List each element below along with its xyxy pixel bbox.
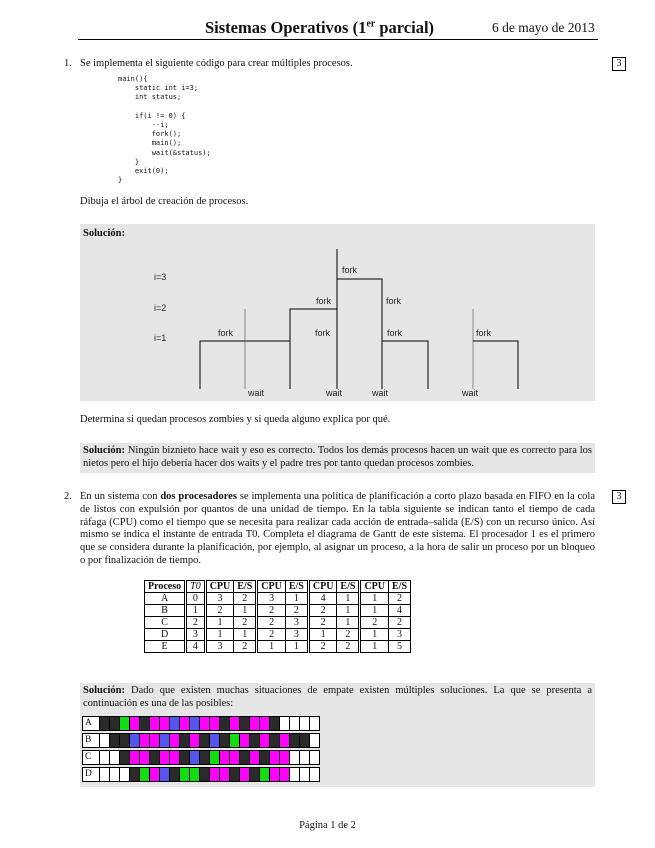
process-value-cell: 1 bbox=[337, 605, 360, 617]
q1-statement: Se implementa el siguiente código para crear múltiples procesos. bbox=[80, 58, 353, 69]
tree-unused bbox=[200, 309, 245, 389]
fork-label: fork bbox=[387, 328, 403, 338]
level-label-i2: i=2 bbox=[154, 303, 167, 313]
process-row bbox=[145, 641, 411, 653]
process-value-cell: 2 bbox=[360, 617, 389, 629]
process-row bbox=[145, 593, 411, 605]
fork-label: fork bbox=[316, 296, 332, 306]
process-value-cell: 1 bbox=[360, 593, 389, 605]
process-value-cell: 2 bbox=[389, 593, 411, 605]
tree-fork-i2-left bbox=[290, 309, 337, 389]
q2-statement bbox=[80, 491, 595, 568]
process-value-cell: 0 bbox=[186, 593, 206, 605]
process-row bbox=[145, 617, 411, 629]
q2-solution-label: Solución: bbox=[83, 685, 126, 696]
process-value-cell: 1 bbox=[337, 593, 360, 605]
process-value-cell: 2 bbox=[308, 605, 337, 617]
th-cpu: CPU bbox=[308, 581, 337, 593]
process-value-cell: 2 bbox=[389, 617, 411, 629]
header-rule bbox=[78, 39, 598, 40]
q2-solution-text: Dado que existen muchas situaciones de empate existen múltiples soluciones. La que se presenta a continuación es una de las posibles: bbox=[83, 685, 592, 709]
level-label-i3: i=3 bbox=[154, 272, 167, 282]
level-label-i1: i=1 bbox=[154, 333, 167, 343]
q1-solution-label: Solución: bbox=[83, 228, 126, 239]
th-proceso: Proceso bbox=[145, 581, 186, 593]
q2-points-box: 3 bbox=[612, 490, 626, 504]
gantt-cell bbox=[309, 733, 320, 748]
th-es: E/S bbox=[389, 581, 411, 593]
fork-label: fork bbox=[476, 328, 492, 338]
gantt-row-label: A bbox=[82, 716, 100, 731]
tree-fork-i3 bbox=[337, 279, 382, 389]
process-value-cell: 2 bbox=[234, 641, 257, 653]
q1-solution2-box bbox=[80, 443, 595, 473]
process-table-header bbox=[145, 581, 411, 593]
process-value-cell: 2 bbox=[257, 605, 286, 617]
process-name-cell: B bbox=[145, 605, 186, 617]
gantt-row-label: B bbox=[82, 733, 100, 748]
process-row bbox=[145, 605, 411, 617]
process-value-cell: 4 bbox=[389, 605, 411, 617]
fork-label: fork bbox=[342, 265, 358, 275]
page-footer: Página 1 de 2 bbox=[299, 820, 356, 831]
fork-label: fork bbox=[315, 328, 331, 338]
exam-date: 6 de mayo de 2013 bbox=[492, 20, 595, 35]
tree-fork-i1-right bbox=[382, 341, 428, 389]
q1-number: 1. bbox=[64, 58, 72, 69]
process-value-cell: 5 bbox=[389, 641, 411, 653]
process-value-cell: 4 bbox=[308, 593, 337, 605]
gantt-row-label: D bbox=[82, 767, 100, 782]
q1-task: Dibuja el árbol de creación de procesos. bbox=[80, 196, 249, 207]
process-row bbox=[145, 629, 411, 641]
title-suffix: parcial) bbox=[375, 18, 435, 37]
process-value-cell: 4 bbox=[186, 641, 206, 653]
process-name-cell: E bbox=[145, 641, 186, 653]
process-value-cell: 2 bbox=[234, 617, 257, 629]
process-value-cell: 3 bbox=[257, 593, 286, 605]
process-table bbox=[144, 580, 411, 653]
process-value-cell: 2 bbox=[234, 593, 257, 605]
process-value-cell: 1 bbox=[186, 605, 206, 617]
th-cpu: CPU bbox=[205, 581, 234, 593]
process-value-cell: 1 bbox=[285, 593, 308, 605]
gantt-row bbox=[82, 716, 320, 731]
process-value-cell: 1 bbox=[205, 629, 234, 641]
process-value-cell: 3 bbox=[285, 629, 308, 641]
q1-solution2-paragraph bbox=[83, 445, 592, 471]
q1-solution2-text: Ningún biznieto hace wait y eso es correcto. Todos los demás procesos hacen un wait que es correcto para los nietos pero el hijo debería hacer dos waits y el padre tres por tanto quedan procesos zombies. bbox=[83, 445, 592, 469]
process-value-cell: 2 bbox=[308, 641, 337, 653]
process-value-cell: 2 bbox=[186, 617, 206, 629]
process-value-cell: 2 bbox=[257, 629, 286, 641]
title-main: Sistemas Operativos (1 bbox=[205, 18, 367, 37]
tree-fork-i1-far-left bbox=[200, 341, 245, 389]
gantt-row bbox=[82, 733, 320, 748]
process-value-cell: 2 bbox=[337, 629, 360, 641]
q1-code-listing: main(){ static int i=3; int status; if(i != 0) { --i; fork(); main(); wait(&status); } exit(0); } bbox=[118, 75, 211, 185]
process-value-cell: 2 bbox=[257, 617, 286, 629]
process-value-cell: 2 bbox=[205, 605, 234, 617]
gantt-row bbox=[82, 750, 320, 765]
process-value-cell: 2 bbox=[285, 605, 308, 617]
process-value-cell: 1 bbox=[360, 641, 389, 653]
process-value-cell: 1 bbox=[285, 641, 308, 653]
process-name-cell: C bbox=[145, 617, 186, 629]
process-value-cell: 3 bbox=[285, 617, 308, 629]
th-cpu: CPU bbox=[257, 581, 286, 593]
fork-label: fork bbox=[218, 328, 234, 338]
th-es: E/S bbox=[337, 581, 360, 593]
th-es: E/S bbox=[234, 581, 257, 593]
q2-statement-bold: dos procesadores bbox=[160, 491, 237, 502]
process-value-cell: 3 bbox=[205, 593, 234, 605]
q2-number: 2. bbox=[64, 491, 72, 502]
process-value-cell: 3 bbox=[205, 641, 234, 653]
process-value-cell: 3 bbox=[186, 629, 206, 641]
th-cpu: CPU bbox=[360, 581, 389, 593]
process-name-cell: A bbox=[145, 593, 186, 605]
gantt-cell bbox=[309, 767, 320, 782]
q1-question2: Determina si quedan procesos zombies y si queda alguno explica por qué. bbox=[80, 414, 391, 425]
tree-fork-i1-far-right bbox=[473, 341, 518, 389]
process-value-cell: 3 bbox=[389, 629, 411, 641]
process-value-cell: 1 bbox=[360, 629, 389, 641]
th-t0: T0 bbox=[186, 581, 206, 593]
wait-label: wait bbox=[326, 388, 343, 398]
fork-label: fork bbox=[386, 296, 402, 306]
q2-statement-post: se implementa una política de planificación a corto plazo basada en FIFO en la cola de listos con expulsión por quantos de una unidad de tiempo. En la tabla siguiente se indican tanto el tiempo de cada ráfaga (CPU) como el tiempo que se necesita para realizar cada acción de entrada–salida (E/S) con un recurso único. Así mismo se indica el instante de entrada T0. Completa el diagrama de Gantt de este sistema. El procesador 1 es el primero que se considera durante la planificación, por ejemplo, al asignar un proceso, a la hora de salir un proceso por un bloqueo o por finalización de tiempo. bbox=[80, 491, 595, 566]
tree-fork-i1-left bbox=[245, 341, 290, 389]
process-value-cell: 1 bbox=[257, 641, 286, 653]
q1-solution-box bbox=[80, 224, 595, 401]
wait-label: wait bbox=[248, 388, 265, 398]
page-title bbox=[205, 18, 434, 38]
gantt-row bbox=[82, 767, 320, 782]
process-value-cell: 1 bbox=[337, 617, 360, 629]
process-value-cell: 1 bbox=[234, 629, 257, 641]
q2-solution-paragraph bbox=[83, 685, 592, 711]
process-value-cell: 2 bbox=[337, 641, 360, 653]
process-value-cell: 1 bbox=[205, 617, 234, 629]
wait-label: wait bbox=[462, 388, 479, 398]
q2-statement-pre: En un sistema con bbox=[80, 491, 161, 502]
process-value-cell: 1 bbox=[308, 629, 337, 641]
gantt-row-label: C bbox=[82, 750, 100, 765]
process-value-cell: 2 bbox=[308, 617, 337, 629]
title-superscript: er bbox=[366, 18, 376, 30]
wait-label: wait bbox=[372, 388, 389, 398]
q1-solution2-label: Solución: bbox=[83, 445, 126, 456]
process-name-cell: D bbox=[145, 629, 186, 641]
q1-points-box: 3 bbox=[612, 57, 626, 71]
process-value-cell: 1 bbox=[360, 605, 389, 617]
th-es: E/S bbox=[285, 581, 308, 593]
gantt-cell bbox=[309, 750, 320, 765]
gantt-cell bbox=[309, 716, 320, 731]
process-value-cell: 1 bbox=[234, 605, 257, 617]
